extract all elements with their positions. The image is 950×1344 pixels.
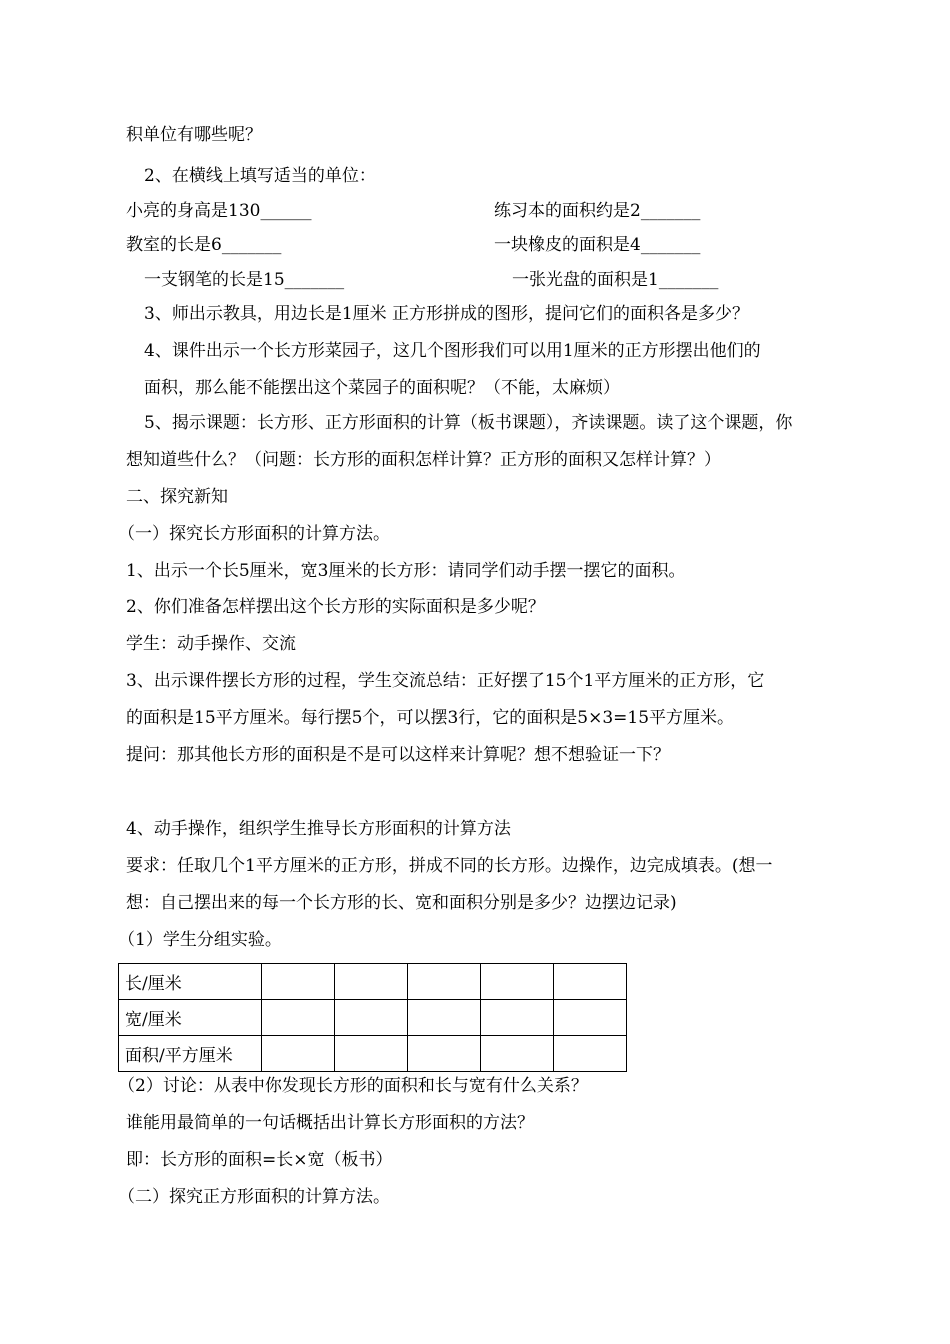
table-cell: [262, 964, 335, 1000]
table-cell: [335, 1000, 408, 1036]
table-cell: [554, 964, 627, 1000]
table-cell: [408, 964, 481, 1000]
text-line: 谁能用最简单的一句话概括出计算长方形面积的方法？: [126, 1113, 534, 1133]
text-line: 1、出示一个长5厘米，宽3厘米的长方形：请同学们动手摆一摆它的面积。: [126, 561, 686, 581]
table-cell: [408, 1000, 481, 1036]
row-header: 宽/厘米: [119, 1000, 262, 1036]
table-cell: [554, 1000, 627, 1036]
table-cell: [262, 1036, 335, 1072]
table-cell: [408, 1036, 481, 1072]
text-line: 2、你们准备怎样摆出这个长方形的实际面积是多少呢？: [126, 597, 545, 617]
fill-blank-item: 一张光盘的面积是1_______: [512, 270, 719, 290]
text-line: 即：长方形的面积=长×宽（板书）: [126, 1150, 393, 1170]
text-line: 想知道些什么？（问题：长方形的面积怎样计算？正方形的面积又怎样计算？）: [126, 450, 721, 470]
subsection-heading: （一）探究长方形面积的计算方法。: [118, 524, 390, 544]
text-line: 2、在横线上填写适当的单位：: [144, 166, 376, 186]
table-cell: [554, 1036, 627, 1072]
fill-blank-item: 一支钢笔的长是15_______: [144, 270, 345, 290]
subsection-heading: （二）探究正方形面积的计算方法。: [118, 1187, 390, 1207]
table-cell: [335, 964, 408, 1000]
fill-blank-item: 小亮的身高是130______: [126, 201, 312, 221]
table-cell: [481, 1036, 554, 1072]
text-line: 4、动手操作，组织学生推导长方形面积的计算方法: [126, 819, 511, 839]
text-line: （1）学生分组实验。: [118, 930, 282, 950]
table-row: [119, 964, 627, 1000]
text-line: 的面积是15平方厘米。每行摆5个，可以摆3行，它的面积是5×3=15平方厘米。: [126, 708, 735, 728]
table-cell: [335, 1036, 408, 1072]
text-line: 4、课件出示一个长方形菜园子，这几个图形我们可以用1厘米的正方形摆出他们的: [144, 341, 761, 361]
text-line: 3、师出示教具，用边长是1厘米 正方形拼成的图形，提问它们的面积各是多少？: [144, 304, 750, 324]
record-table: [118, 963, 627, 1072]
table-row: [119, 1000, 627, 1036]
table-cell: [481, 964, 554, 1000]
text-line: 想：自己摆出来的每一个长方形的长、宽和面积分别是多少？边摆边记录): [126, 893, 677, 913]
row-header: 长/厘米: [119, 964, 262, 1000]
text-line: 3、出示课件摆长方形的过程，学生交流总结：正好摆了15个1平方厘米的正方形，它: [126, 671, 765, 691]
text-line: 5、揭示课题：长方形、正方形面积的计算（板书课题），齐读课题。读了这个课题，你: [144, 413, 793, 433]
section-heading: 二、探究新知: [126, 487, 228, 507]
text-line: 提问：那其他长方形的面积是不是可以这样来计算呢？想不想验证一下？: [126, 745, 670, 765]
fill-blank-item: 一块橡皮的面积是4_______: [494, 235, 701, 255]
table-row: [119, 1036, 627, 1072]
text-line: 积单位有哪些呢？: [126, 125, 262, 145]
table-cell: [481, 1000, 554, 1036]
row-header: 面积/平方厘米: [119, 1036, 262, 1072]
text-line: 要求：任取几个1平方厘米的正方形，拼成不同的长方形。边操作，边完成填表。(想一: [126, 856, 773, 876]
text-line: 面积，那么能不能摆出这个菜园子的面积呢？（不能，太麻烦）: [144, 378, 620, 398]
fill-blank-item: 教室的长是6_______: [126, 235, 282, 255]
text-line: 学生：动手操作、交流: [126, 634, 296, 654]
text-line: （2）讨论：从表中你发现长方形的面积和长与宽有什么关系？: [118, 1076, 588, 1096]
fill-blank-item: 练习本的面积约是2_______: [494, 201, 701, 221]
table-cell: [262, 1000, 335, 1036]
